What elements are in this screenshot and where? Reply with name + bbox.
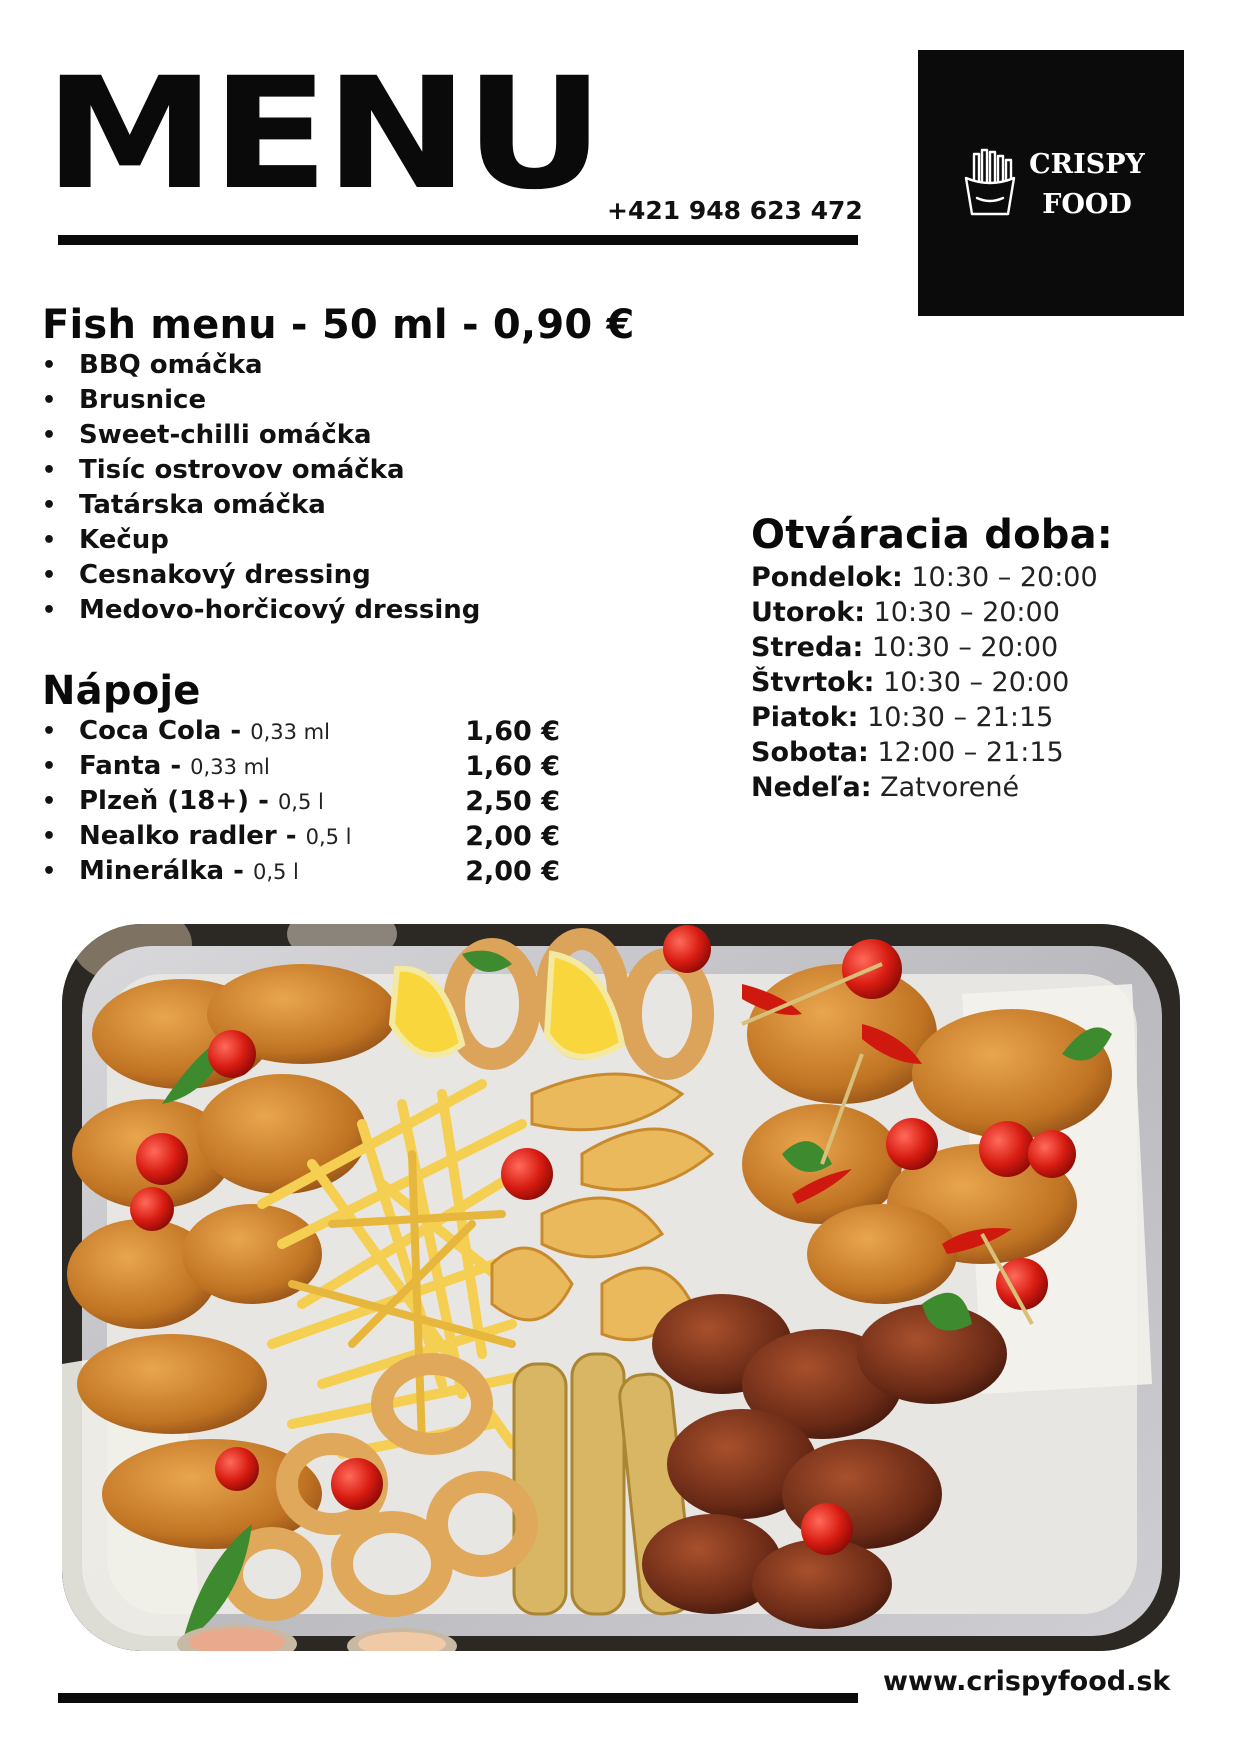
drink-price: 1,60 € — [465, 751, 560, 782]
drink-price: 2,50 € — [465, 786, 560, 817]
bullet: • — [42, 353, 57, 378]
drink-volume: 0,33 ml — [250, 720, 330, 744]
bullet: • — [42, 458, 57, 483]
drink-item — [42, 854, 572, 889]
hours-row — [751, 595, 1098, 630]
drink-name: Nealko radler - — [79, 821, 306, 851]
drink-name: Fanta - — [79, 751, 191, 781]
hours-row — [751, 665, 1098, 700]
drink-price: 2,00 € — [465, 821, 560, 852]
hours-row — [751, 630, 1098, 665]
food-platter-photo — [62, 924, 1180, 1651]
logo-line-2: FOOD — [1042, 189, 1132, 220]
drink-volume: 0,33 ml — [190, 755, 270, 779]
bullet: • — [42, 754, 57, 779]
drink-price: 2,00 € — [465, 856, 560, 887]
drink-volume: 0,5 l — [252, 860, 299, 884]
sauce-name: BBQ omáčka — [79, 350, 263, 380]
list-item — [42, 348, 480, 383]
day-label: Piatok: — [751, 702, 859, 733]
day-time: 10:30 – 20:00 — [871, 632, 1059, 663]
phone-number[interactable]: +421 948 623 472 — [607, 196, 863, 225]
day-label: Sobota: — [751, 737, 869, 768]
drink-item — [42, 819, 572, 854]
hours-row — [751, 560, 1098, 595]
sauce-name: Medovo-horčicový dressing — [79, 595, 481, 625]
drink-volume: 0,5 l — [305, 825, 352, 849]
drink-item — [42, 749, 572, 784]
opening-hours — [751, 560, 1098, 805]
logo-text — [1022, 145, 1152, 225]
bullet: • — [42, 719, 57, 744]
drink-price: 1,60 € — [465, 716, 560, 747]
drink-item — [42, 784, 572, 819]
sauce-name: Tisíc ostrovov omáčka — [79, 455, 405, 485]
bullet: • — [42, 528, 57, 553]
bullet: • — [42, 824, 57, 849]
list-item — [42, 418, 480, 453]
bullet: • — [42, 423, 57, 448]
bullet: • — [42, 388, 57, 413]
sauce-name: Sweet-chilli omáčka — [79, 420, 372, 450]
logo-line-1: CRISPY — [1029, 149, 1145, 180]
drinks-heading: Nápoje — [42, 668, 201, 714]
sauces-heading: Fish menu - 50 ml - 0,90 € — [42, 302, 635, 348]
day-label: Utorok: — [751, 597, 865, 628]
drink-volume: 0,5 l — [277, 790, 324, 814]
hours-row — [751, 770, 1098, 805]
day-time: 12:00 – 21:15 — [877, 737, 1064, 768]
list-item — [42, 523, 480, 558]
logo — [918, 50, 1184, 316]
list-item — [42, 593, 480, 628]
day-time: Zatvorené — [880, 772, 1020, 803]
drink-item — [42, 714, 572, 749]
day-time: 10:30 – 21:15 — [867, 702, 1054, 733]
day-label: Štvrtok: — [751, 667, 875, 698]
opening-hours-heading: Otváracia doba: — [751, 512, 1113, 558]
bullet: • — [42, 859, 57, 884]
food-platter-illustration — [62, 924, 1180, 1651]
drink-list — [42, 714, 572, 889]
day-time: 10:30 – 20:00 — [873, 597, 1060, 628]
hours-row — [751, 735, 1098, 770]
day-label: Pondelok: — [751, 562, 903, 593]
sauce-name: Cesnakový dressing — [79, 560, 371, 590]
bullet: • — [42, 563, 57, 588]
hours-row — [751, 700, 1098, 735]
list-item — [42, 488, 480, 523]
bullet: • — [42, 789, 57, 814]
bottom-divider — [58, 1693, 858, 1703]
sauce-name: Tatárska omáčka — [79, 490, 326, 520]
menu-title: MENU — [44, 45, 600, 224]
sauce-list — [42, 348, 480, 628]
bullet: • — [42, 598, 57, 623]
bullet: • — [42, 493, 57, 518]
day-time: 10:30 – 20:00 — [911, 562, 1098, 593]
list-item — [42, 383, 480, 418]
website-link[interactable]: www.crispyfood.sk — [883, 1666, 1171, 1697]
drink-name: Coca Cola - — [79, 716, 251, 746]
sauce-name: Kečup — [79, 525, 169, 555]
sauce-name: Brusnice — [79, 385, 207, 415]
list-item — [42, 558, 480, 593]
day-time: 10:30 – 20:00 — [883, 667, 1070, 698]
fries-box-icon — [962, 148, 1018, 218]
drink-name: Plzeň (18+) - — [79, 786, 278, 816]
drink-name: Minerálka - — [79, 856, 253, 886]
list-item — [42, 453, 480, 488]
top-divider — [58, 235, 858, 245]
day-label: Nedeľa: — [751, 772, 872, 803]
day-label: Streda: — [751, 632, 864, 663]
